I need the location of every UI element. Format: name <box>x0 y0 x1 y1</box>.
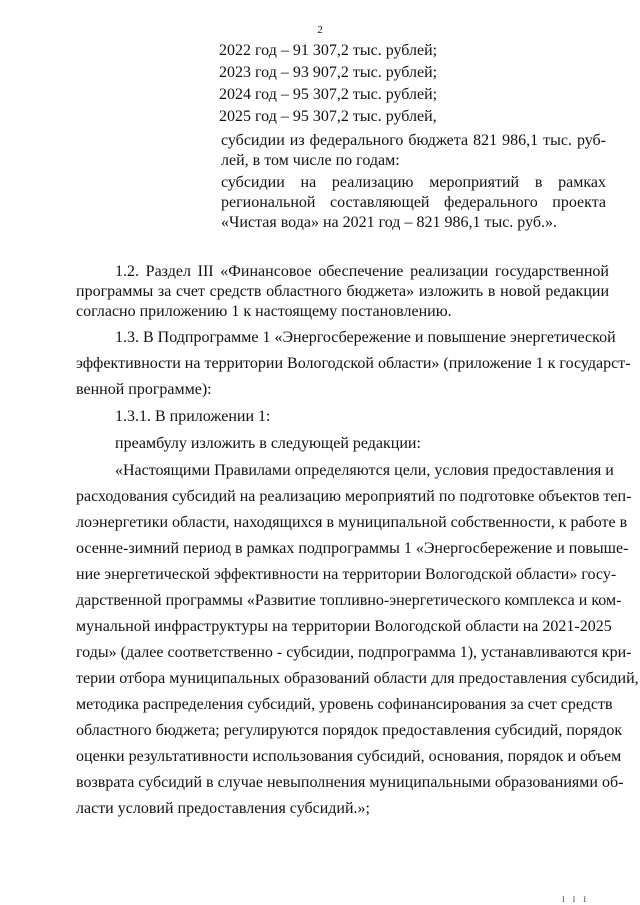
quote-line: методика распределения субсидий, уровень софинансирования за счет средств <box>76 696 613 713</box>
quote-line: годы» (далее соответственно - субсидии, подпрограмма 1), устанавливаются кри- <box>76 644 632 661</box>
year-line: 2022 год – 91 307,2 тыс. рублей; <box>219 42 438 59</box>
quote-line: дарственной программы «Развитие топливно-энергетического комплекса и ком- <box>76 592 622 609</box>
subsidy-line: лей, в том числе по годам: <box>221 152 400 169</box>
section-1-2-line: согласно приложению 1 к настоящему постановлению. <box>76 303 452 320</box>
quote-line: ние энергетической эффективности на территории Вологодской области» госу- <box>76 566 617 583</box>
quote-line: терии отбора муниципальных образований области для предоставления субсидий, <box>76 670 639 687</box>
year-line: 2024 год – 95 307,2 тыс. рублей; <box>219 86 438 103</box>
subsidy-line: субсидии из федерального бюджета 821 986,1 тыс. руб- <box>221 132 606 149</box>
year-line: 2023 год – 93 907,2 тыс. рублей; <box>219 64 438 81</box>
quote-line: оценки результативности использования субсидий, основания, порядок и объем <box>76 748 622 765</box>
quote-line: областного бюджета; регулируются порядок предоставления субсидий, порядок <box>76 722 623 739</box>
subsidy-line: «Чистая вода» на 2021 год – 821 986,1 тыс. руб.». <box>221 214 558 231</box>
section-1-3-1: 1.3.1. В приложении 1: <box>115 408 271 425</box>
subsidy-line: субсидии на реализацию мероприятий в рамках <box>221 174 606 191</box>
year-line: 2025 год – 95 307,2 тыс. рублей, <box>219 108 437 125</box>
section-1-3-line: эффективности на территории Вологодской области» (приложение 1 к государст- <box>76 355 631 372</box>
section-1-2-line: 1.2. Раздел III «Финансовое обеспечение реализации государственной <box>115 263 609 280</box>
preamble-intro: преамбулу изложить в следующей редакции: <box>115 435 421 452</box>
subsidy-line: региональной составляющей федерального проекта <box>221 194 606 211</box>
quote-line: лоэнергетики области, находящихся в муниципальной собственности, к работе в <box>76 514 628 531</box>
quote-line: мунальной инфраструктуры на территории Вологодской области на 2021-2025 <box>76 618 612 635</box>
page-number: 2 <box>317 24 323 36</box>
quote-line: возврата субсидий в случае невыполнения муниципальными образованиями об- <box>76 774 624 791</box>
section-1-3-line: 1.3. В Подпрограмме 1 «Энергосбережение и повышение энергетической <box>115 329 616 346</box>
quote-line: расходования субсидий на реализацию мероприятий по подготовке объектов теп- <box>76 488 632 505</box>
quote-line: осенне-зимний период в рамках подпрограммы 1 «Энергосбережение и повыше- <box>76 540 629 557</box>
quote-line: ласти условий предоставления субсидий.»; <box>76 800 370 817</box>
quote-line: «Настоящими Правилами определяются цели, условия предоставления и <box>115 462 614 479</box>
section-1-3-line: венной программе): <box>76 381 212 398</box>
section-1-2-line: программы за счет средств областного бюджета» изложить в новой редакции <box>76 283 609 300</box>
footer-mark: I I I <box>562 895 589 904</box>
